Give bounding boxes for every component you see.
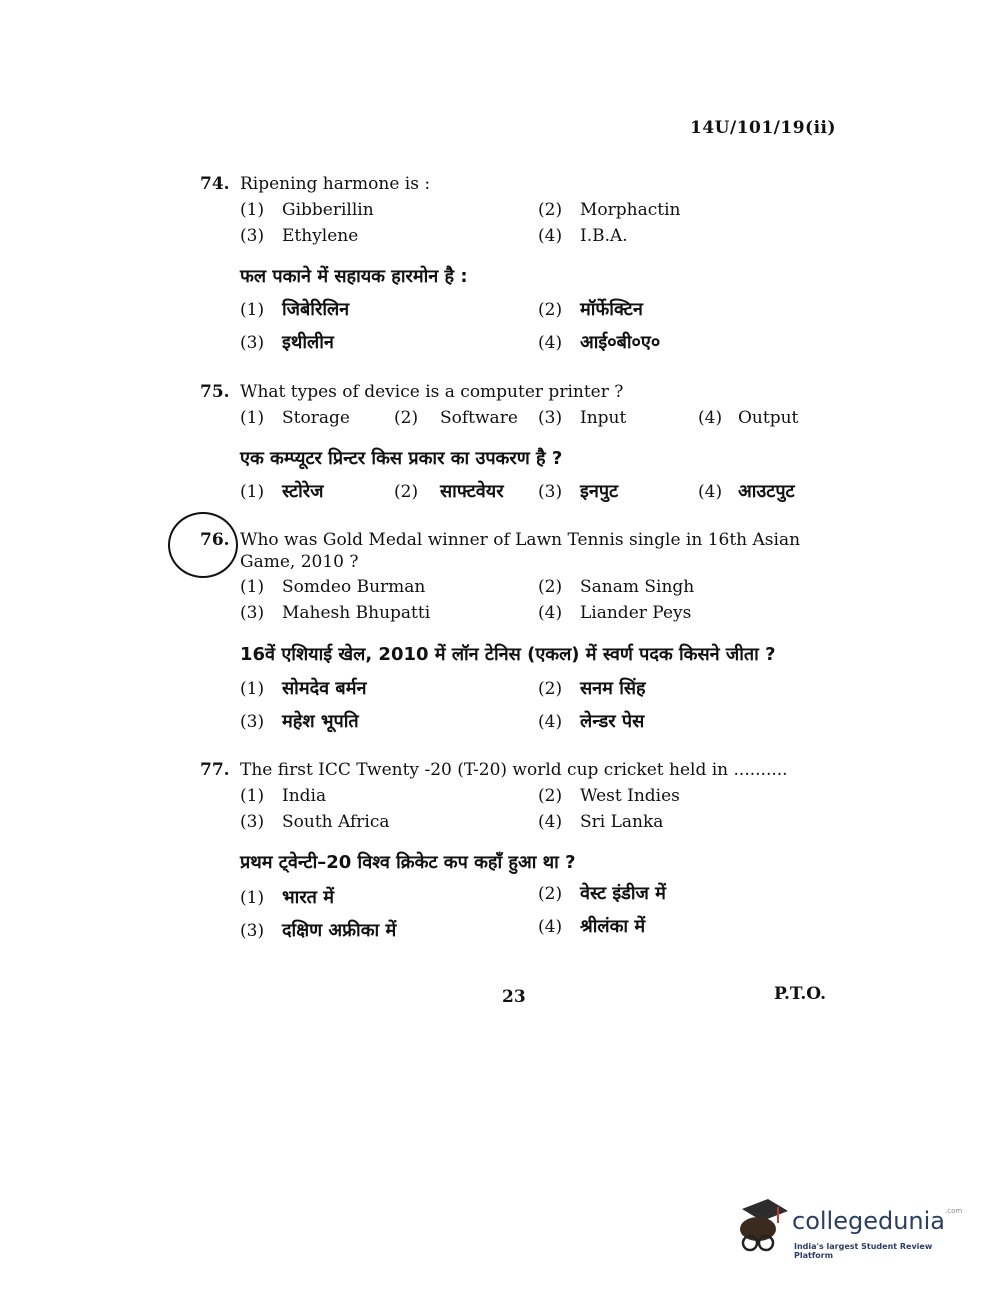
option-label: (2) — [538, 200, 563, 220]
option-text-hi: आउटपुट — [738, 481, 795, 502]
option-text: Morphactin — [580, 200, 681, 220]
option-label: (3) — [240, 603, 265, 623]
option-text: Output — [738, 408, 799, 428]
option-text: South Africa — [282, 812, 390, 832]
option-text-hi: दक्षिण अफ्रीका में — [282, 920, 397, 941]
option-text: Storage — [282, 408, 350, 428]
option-label: (3) — [240, 812, 265, 832]
option-label: (3) — [240, 226, 265, 246]
option-text: Sanam Singh — [580, 577, 695, 597]
question-number: 77. — [200, 760, 230, 780]
option-text: Sri Lanka — [580, 812, 664, 832]
option-label: (4) — [538, 226, 563, 246]
option-text-hi: वेस्ट इंडीज में — [580, 883, 666, 904]
option-text: Somdeo Burman — [282, 577, 426, 597]
option-text-hi: इनपुट — [580, 481, 619, 502]
option-text: Gibberillin — [282, 200, 374, 220]
option-text-hi: श्रीलंका में — [580, 916, 646, 937]
question-number: 74. — [200, 174, 230, 194]
question-text-en-line1: Who was Gold Medal winner of Lawn Tennis single in 16th Asian — [240, 530, 801, 550]
option-label: (2) — [538, 577, 563, 597]
collegedunia-logo — [732, 1195, 962, 1260]
option-text: Mahesh Bhupatti — [282, 603, 431, 623]
option-text-hi: साफ्टवेयर — [440, 481, 504, 502]
question-text-hi: एक कम्प्यूटर प्रिन्टर किस प्रकार का उपकरण है ? — [240, 448, 563, 469]
question-text-en: Ripening harmone is : — [240, 174, 431, 194]
option-text: Software — [440, 408, 518, 428]
pto-label: P.T.O. — [774, 984, 826, 1004]
question-text-hi: 16वें एशियाई खेल, 2010 में लॉन टेनिस (एकल) में स्वर्ण पदक किसने जीता ? — [240, 644, 776, 665]
option-label: (2) — [538, 884, 563, 904]
option-label: (3) — [538, 408, 563, 428]
option-label: (1) — [240, 408, 265, 428]
option-text-hi: लेन्डर पेस — [580, 711, 645, 732]
option-text-hi: सनम सिंह — [580, 678, 646, 699]
option-label: (4) — [698, 482, 723, 502]
option-label: (2) — [538, 679, 563, 699]
option-label: (1) — [240, 300, 265, 320]
option-label: (3) — [538, 482, 563, 502]
option-label: (2) — [538, 300, 563, 320]
logo-wordmark: collegedunia$^{.com}$ — [792, 1207, 963, 1235]
question-number: 75. — [200, 382, 230, 402]
option-label: (1) — [240, 577, 265, 597]
option-label: (2) — [538, 786, 563, 806]
option-text: Liander Peys — [580, 603, 692, 623]
question-text-hi: फल पकाने में सहायक हारमोन है : — [240, 266, 468, 287]
option-label: (3) — [240, 712, 265, 732]
paper-code: 14U/101/19(ii) — [690, 118, 837, 138]
option-text-hi: इथीलीन — [282, 332, 334, 353]
option-label: (4) — [538, 333, 563, 353]
option-label: (3) — [240, 333, 265, 353]
option-label: (2) — [394, 408, 419, 428]
page-number: 23 — [502, 987, 526, 1007]
option-text: West Indies — [580, 786, 680, 806]
mascot-icon — [732, 1195, 790, 1257]
option-text: I.B.A. — [580, 226, 628, 246]
option-label: (4) — [538, 812, 563, 832]
option-text-hi: सोमदेव बर्मन — [282, 678, 367, 699]
question-text-hi: प्रथम ट्वेन्टी–20 विश्व क्रिकेट कप कहाँ हुआ था ? — [240, 852, 576, 873]
question-number: 76. — [200, 530, 230, 550]
option-label: (4) — [538, 712, 563, 732]
option-text-hi: महेश भूपति — [282, 711, 359, 732]
option-label: (4) — [538, 917, 563, 937]
option-label: (4) — [698, 408, 723, 428]
option-text: Input — [580, 408, 627, 428]
option-label: (1) — [240, 786, 265, 806]
option-label: (1) — [240, 679, 265, 699]
logo-tagline: India's largest Student Review Platform — [794, 1242, 933, 1260]
option-text-hi: मॉर्फेक्टिन — [580, 299, 643, 320]
option-text-hi: स्टोरेज — [282, 481, 324, 502]
option-label: (1) — [240, 200, 265, 220]
option-text: India — [282, 786, 327, 806]
question-text-en: The first ICC Twenty -20 (T-20) world cup cricket held in .......... — [240, 760, 788, 780]
option-text-hi: जिबेरिलिन — [282, 299, 350, 320]
option-label: (4) — [538, 603, 563, 623]
option-text-hi: भारत में — [282, 887, 334, 908]
option-label: (1) — [240, 482, 265, 502]
question-text-en: What types of device is a computer printer ? — [240, 382, 624, 402]
option-text-hi: आई०बी०ए० — [580, 332, 661, 353]
option-label: (1) — [240, 888, 265, 908]
option-label: (3) — [240, 921, 265, 941]
option-text: Ethylene — [282, 226, 359, 246]
logo-suffix: .com — [945, 1207, 963, 1215]
option-label: (2) — [394, 482, 419, 502]
question-text-en-line2: Game, 2010 ? — [240, 552, 359, 572]
